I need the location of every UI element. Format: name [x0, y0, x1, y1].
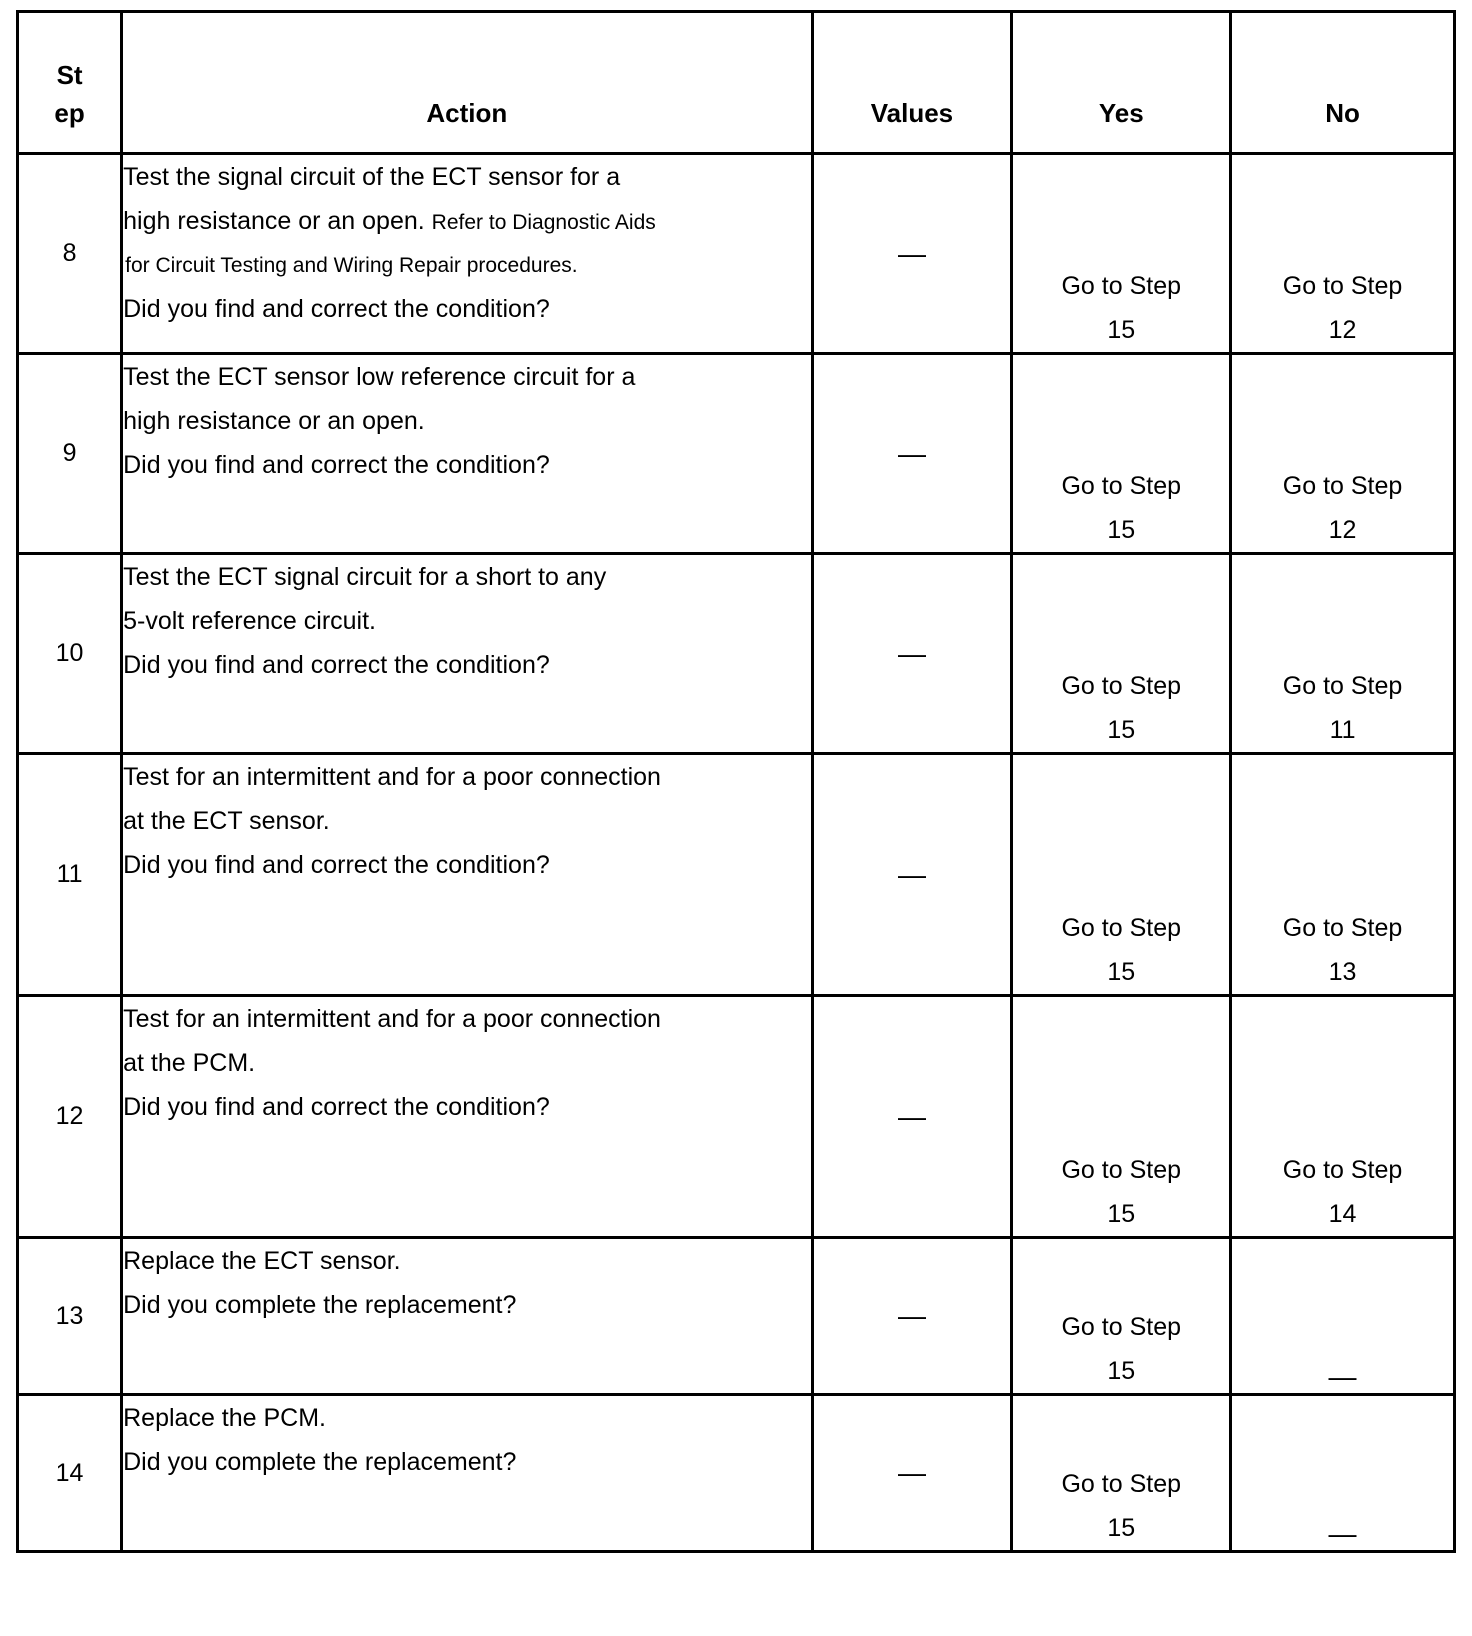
action-question: Did you find and correct the condition?: [123, 851, 550, 879]
no-cell: [1231, 554, 1455, 754]
yes-cell: [1012, 996, 1231, 1238]
no-goto-label: Go to Step: [1282, 914, 1403, 942]
no-goto-label: Go to Step: [1282, 272, 1403, 300]
yes-goto-label: Go to Step: [1061, 1156, 1182, 1184]
action-question: Did you find and correct the condition?: [123, 651, 550, 679]
header-action: Action: [122, 12, 812, 154]
header-values: Values: [812, 12, 1012, 154]
action-text: Test the ECT sensor low reference circuit for a: [123, 363, 636, 391]
step-number: 10: [18, 554, 122, 754]
action-cell: [122, 754, 812, 996]
header-yes: Yes: [1012, 12, 1231, 154]
action-cell: [122, 354, 812, 554]
yes-goto-step: 15: [1107, 716, 1136, 744]
action-text: Replace the ECT sensor.: [123, 1247, 401, 1275]
yes-goto-label: Go to Step: [1061, 914, 1182, 942]
no-goto-label: Go to Step: [1282, 672, 1403, 700]
action-line: [123, 155, 810, 199]
header-step-line1: St: [56, 60, 83, 90]
yes-goto-step: 15: [1107, 1200, 1136, 1228]
header-row: [18, 12, 1455, 154]
action-text: Replace the PCM.: [123, 1404, 326, 1432]
yes-cell: [1012, 154, 1231, 354]
table-row: [18, 1238, 1455, 1395]
yes-goto-step: 15: [1107, 316, 1136, 344]
action-cell: [122, 554, 812, 754]
action-text: Test for an intermittent and for a poor connection: [123, 1005, 661, 1033]
no-goto-step: 11: [1329, 716, 1356, 744]
action-text: at the ECT sensor.: [123, 807, 330, 835]
yes-goto-step: 15: [1107, 516, 1136, 544]
yes-goto-step: 15: [1107, 958, 1136, 986]
values-cell: —: [812, 1395, 1012, 1552]
yes-goto-step: 15: [1107, 1357, 1136, 1385]
yes-cell: [1012, 554, 1231, 754]
header-step-line2: ep: [54, 98, 85, 128]
yes-goto-label: Go to Step: [1061, 672, 1182, 700]
action-text: Test the signal circuit of the ECT sensor for a: [123, 163, 621, 191]
no-goto-label: Go to Step: [1282, 1156, 1403, 1184]
table-row: [18, 554, 1455, 754]
action-text: high resistance or an open.: [123, 407, 425, 435]
no-goto-label: Go to Step: [1282, 472, 1403, 500]
action-question: Did you complete the replacement?: [123, 1291, 517, 1319]
table-row: [18, 996, 1455, 1238]
table-row: [18, 154, 1455, 354]
action-cell: [122, 996, 812, 1238]
no-cell: [1231, 354, 1455, 554]
action-reference-line: for Circuit Testing and Wiring Repair procedures.: [125, 254, 578, 277]
action-text: Test the ECT signal circuit for a short to any: [123, 563, 607, 591]
step-number: 13: [18, 1238, 122, 1395]
yes-cell: [1012, 354, 1231, 554]
action-question: Did you find and correct the condition?: [123, 1093, 550, 1121]
action-line: [123, 199, 810, 245]
values-cell: —: [812, 154, 1012, 354]
action-question: Did you complete the replacement?: [123, 1448, 517, 1476]
yes-goto-label: Go to Step: [1061, 1313, 1182, 1341]
values-cell: —: [812, 754, 1012, 996]
table-row: [18, 354, 1455, 554]
no-goto-step: 12: [1328, 516, 1357, 544]
yes-cell: [1012, 1238, 1231, 1395]
no-goto-step: 12: [1328, 316, 1357, 344]
action-cell: [122, 1395, 812, 1552]
action-reference: Refer to Diagnostic Aids: [431, 211, 656, 234]
table-row: [18, 754, 1455, 996]
action-cell: [122, 154, 812, 354]
action-cell: [122, 1238, 812, 1395]
header-no: No: [1231, 12, 1455, 154]
action-text: 5-volt reference circuit.: [123, 607, 376, 635]
step-number: 14: [18, 1395, 122, 1552]
yes-cell: [1012, 1395, 1231, 1552]
step-number: 8: [18, 154, 122, 354]
action-text: Test for an intermittent and for a poor connection: [123, 763, 661, 791]
action-text: high resistance or an open.: [123, 207, 425, 235]
values-cell: —: [812, 554, 1012, 754]
no-cell: —: [1231, 1238, 1455, 1395]
values-cell: —: [812, 354, 1012, 554]
values-cell: —: [812, 1238, 1012, 1395]
step-number: 9: [18, 354, 122, 554]
action-text: at the PCM.: [123, 1049, 256, 1077]
no-cell: —: [1231, 1395, 1455, 1552]
yes-goto-label: Go to Step: [1061, 1470, 1182, 1498]
action-question: Did you find and correct the condition?: [123, 451, 550, 479]
values-cell: —: [812, 996, 1012, 1238]
no-goto-step: 13: [1328, 958, 1357, 986]
yes-goto-label: Go to Step: [1061, 472, 1182, 500]
no-cell: [1231, 154, 1455, 354]
action-question: Did you find and correct the condition?: [123, 295, 550, 323]
table-row: [18, 1395, 1455, 1552]
no-goto-step: 14: [1328, 1200, 1357, 1228]
yes-goto-label: Go to Step: [1061, 272, 1182, 300]
no-cell: [1231, 996, 1455, 1238]
diagnostic-table: [16, 10, 1456, 1553]
yes-cell: [1012, 754, 1231, 996]
header-step: [18, 12, 122, 154]
no-cell: [1231, 754, 1455, 996]
step-number: 12: [18, 996, 122, 1238]
step-number: 11: [18, 754, 122, 996]
yes-goto-step: 15: [1107, 1514, 1136, 1542]
